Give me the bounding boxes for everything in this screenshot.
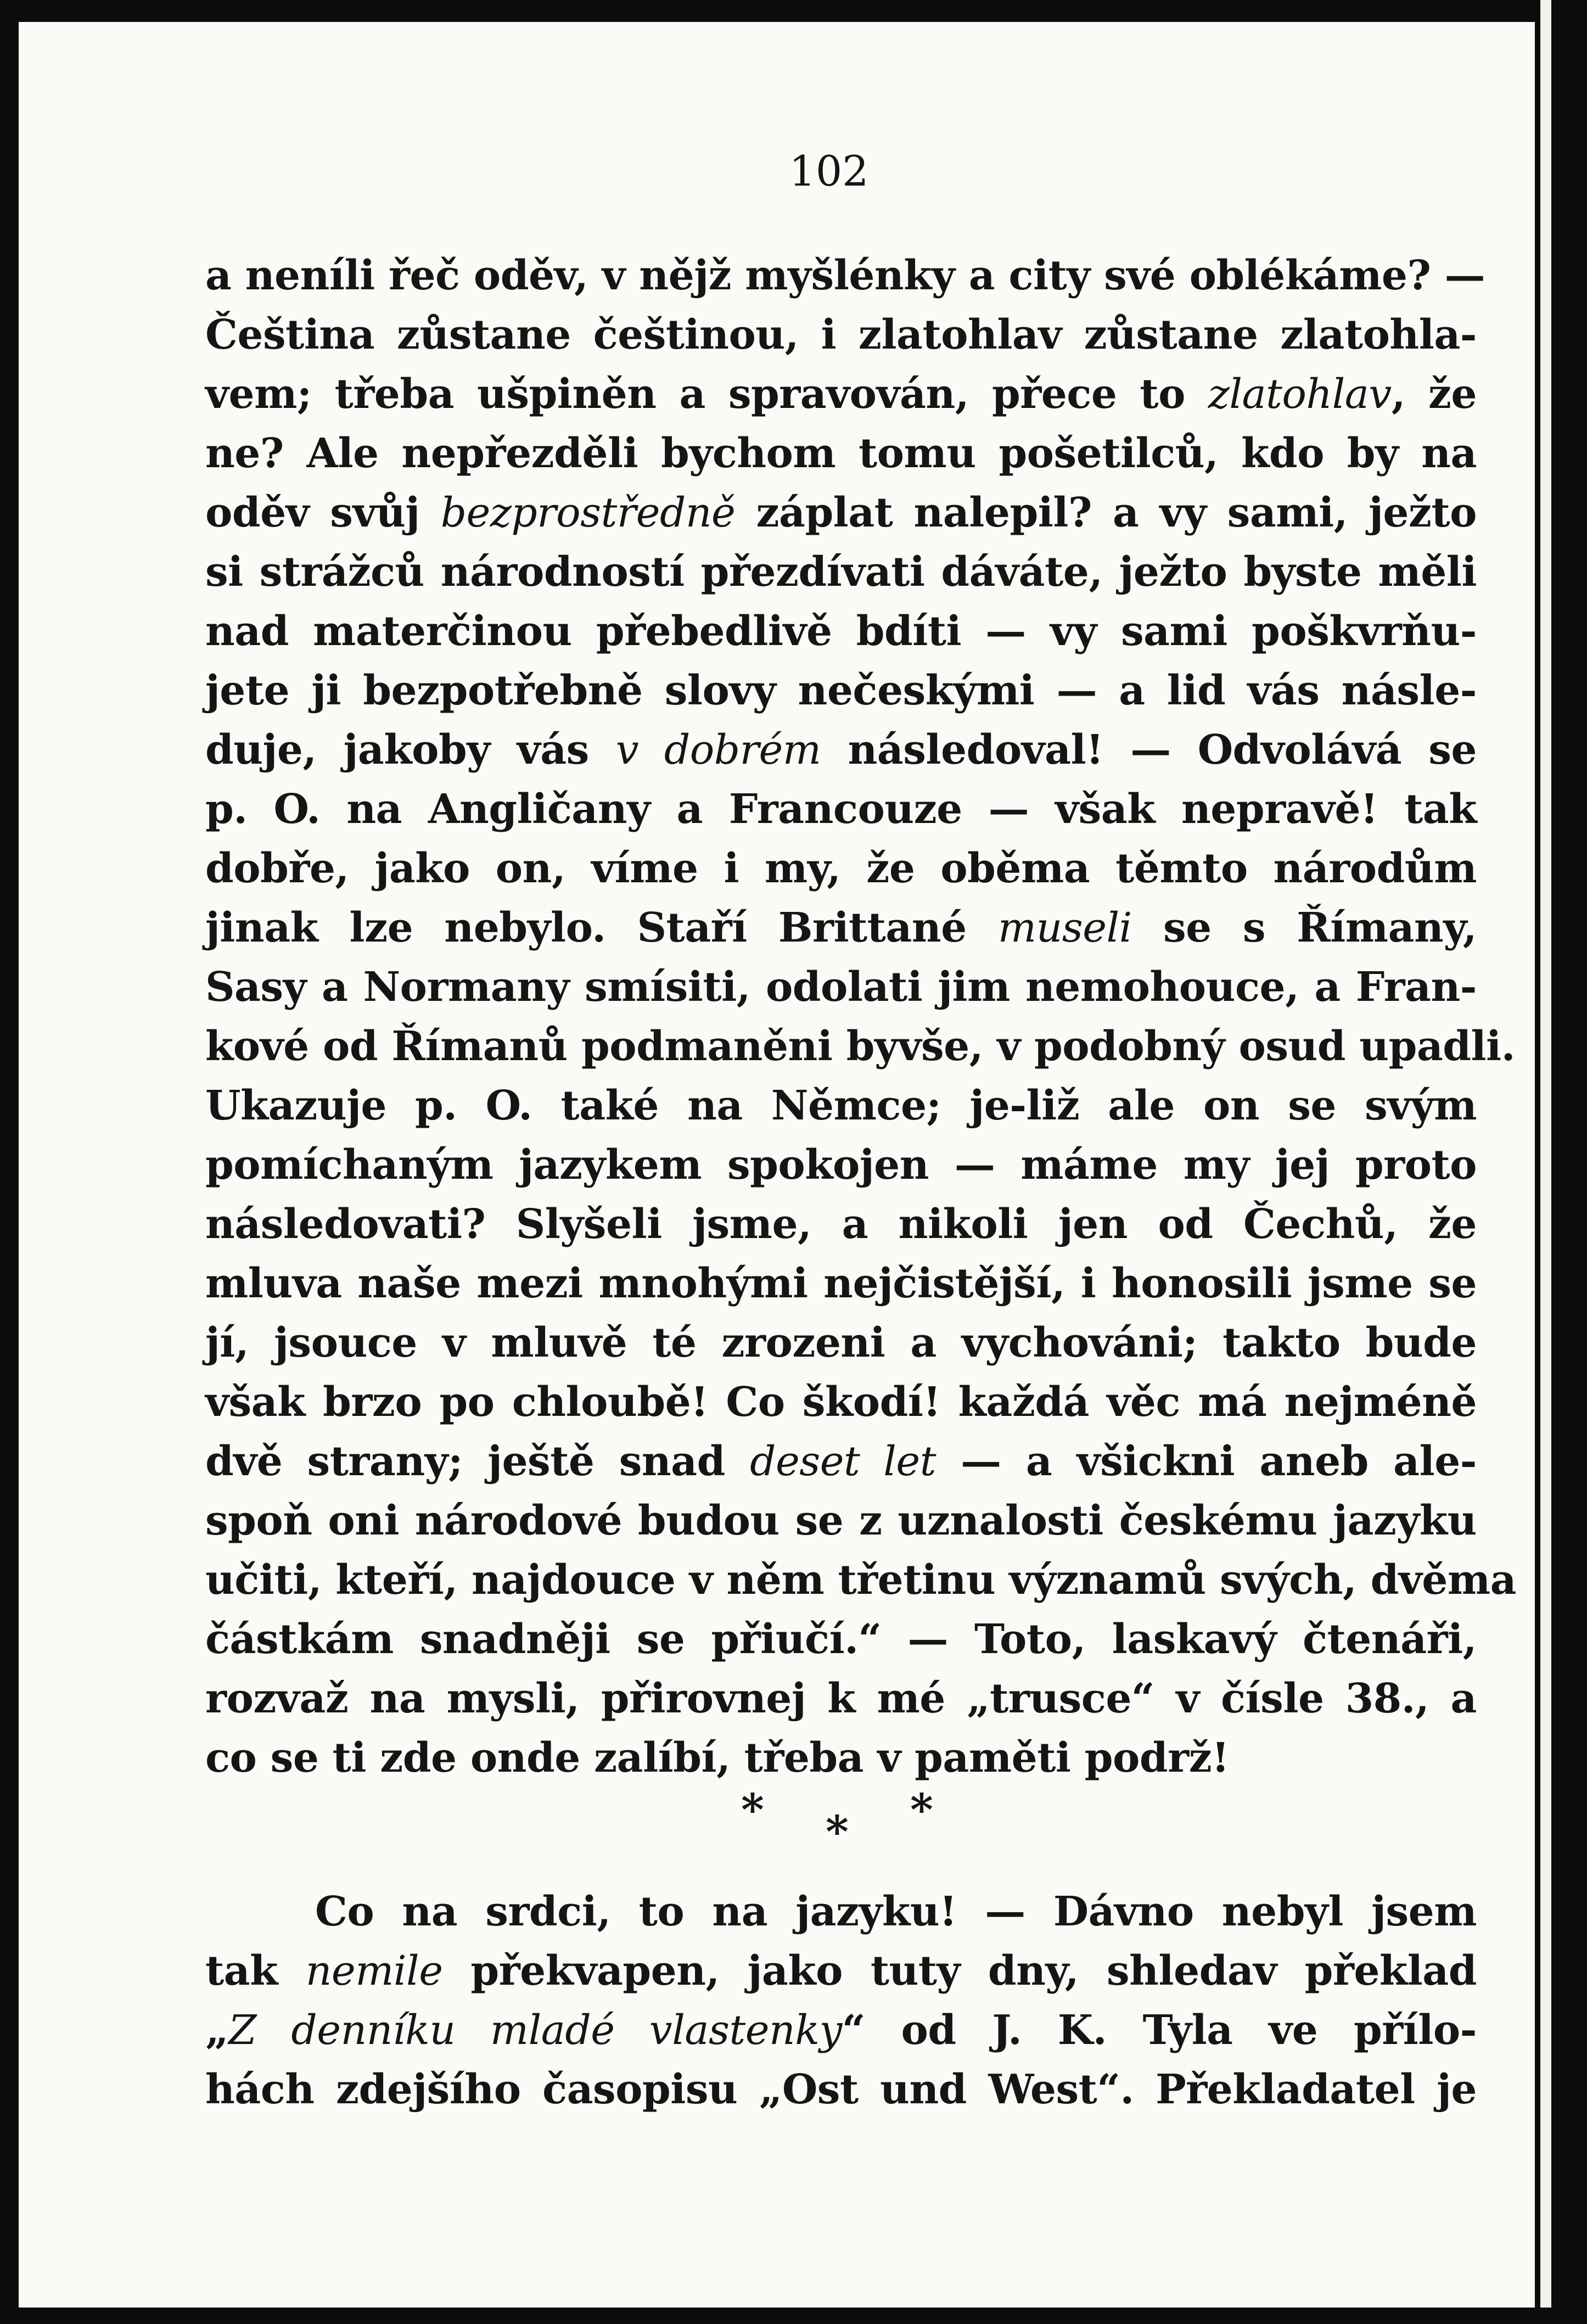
text-line: co se ti zde onde zalíbí, třeba v paměti podrž! <box>205 1734 1230 1782</box>
text-line: Sasy a Normany smísiti, odolati jim nemohouce, a Fran- <box>205 964 1477 1011</box>
text-line: jete ji bezpotřebně slovy nečeskými — a lid vás násle- <box>205 667 1477 714</box>
text-line: učiti, kteří, najdouce v něm třetinu významů svých, dvěma <box>205 1556 1517 1604</box>
scan-border-right-gap <box>1540 0 1551 2324</box>
text-line: dobře, jako on, víme i my, že oběma těmto národům <box>205 845 1477 892</box>
separator-star: * <box>741 1784 764 1835</box>
text-line: tak nemile překvapen, jako tuty dny, shledav překlad <box>205 1947 1477 1995</box>
text-line: dvě strany; ještě snad deset let — a všickni aneb ale- <box>205 1438 1477 1485</box>
italic-phrase: nemile <box>305 1947 443 1995</box>
text-line: rozvaž na mysli, přirovnej k mé „trusce“ v čísle 38., a <box>205 1675 1477 1722</box>
section-separator <box>205 1784 1477 1859</box>
text-line: kové od Římanů podmaněni byvše, v podobný osud upadli. <box>205 1023 1516 1070</box>
text-line: vem; třeba ušpiněn a spravován, přece to zlatohlav, že <box>205 371 1477 418</box>
body-text <box>205 246 1517 2119</box>
text-line: ne? Ale nepřezděli bychom tomu pošetilců, kdo by na <box>205 430 1477 477</box>
italic-phrase: museli <box>997 904 1132 951</box>
paragraph-1 <box>205 246 1517 1788</box>
italic-phrase: deset let <box>750 1438 936 1485</box>
scan-border-left <box>0 0 19 2324</box>
text-line: částkám snadněji se přiučí.“ — Toto, laskavý čtenáři, <box>205 1616 1477 1663</box>
italic-phrase: Z denníku mladé vlastenky <box>228 2007 842 2054</box>
text-line: nad materčinou přebedlivě bdíti — vy sami poškvrňu- <box>205 608 1477 655</box>
text-line: si strážců národností přezdívati dáváte, ježto byste měli <box>205 548 1477 596</box>
text-line: jí, jsouce v mluvě té zrozeni a vychováni; takto bude <box>205 1319 1477 1367</box>
text-line: však brzo po chloubě! Co škodí! každá věc má nejméně <box>205 1379 1477 1426</box>
scan-border-top <box>0 0 1587 22</box>
italic-phrase: v dobrém <box>615 726 821 774</box>
text-line: duje, jakoby vás v dobrém následoval! — Odvolává se <box>205 726 1477 774</box>
text-line: jinak lze nebylo. Staří Brittané museli se s Římany, <box>205 904 1477 951</box>
text-line: p. O. na Angličany a Francouze — však nepravě! tak <box>205 786 1477 833</box>
text-line: následovati? Slyšeli jsme, a nikoli jen od Čechů, že <box>205 1201 1477 1248</box>
text-line: pomíchaným jazykem spokojen — máme my jej proto <box>205 1141 1477 1189</box>
text-line: Co na srdci, to na jazyku! — Dávno nebyl jsem <box>315 1888 1477 1935</box>
text-line: a neníli řeč oděv, v nějž myšlénky a city své oblékáme? — <box>205 252 1485 299</box>
text-line: „Z denníku mladé vlastenky“ od J. K. Tyla ve přílo- <box>205 2007 1477 2054</box>
italic-phrase: bezprostředně <box>440 489 736 536</box>
scan-border-bottom <box>0 2308 1587 2324</box>
text-line: Ukazuje p. O. také na Němce; je-liž ale on se svým <box>205 1082 1477 1129</box>
paragraph-2 <box>205 1882 1477 2119</box>
italic-phrase: zlatohlav <box>1208 371 1392 418</box>
page-number: 102 <box>789 147 869 195</box>
separator-star: * <box>826 1806 849 1857</box>
separator-star: * <box>910 1784 933 1835</box>
text-line: hách zdejšího časopisu „Ost und West“. Překladatel je <box>205 2066 1477 2113</box>
text-line: Čeština zůstane češtinou, i zlatohlav zůstane zlatohla- <box>205 311 1477 359</box>
text-line: mluva naše mezi mnohými nejčistější, i honosili jsme se <box>205 1260 1477 1307</box>
text-line: oděv svůj bezprostředně záplat nalepil? a vy sami, ježto <box>205 489 1477 536</box>
text-line: spoň oni národové budou se z uznalosti českému jazyku <box>205 1497 1477 1544</box>
